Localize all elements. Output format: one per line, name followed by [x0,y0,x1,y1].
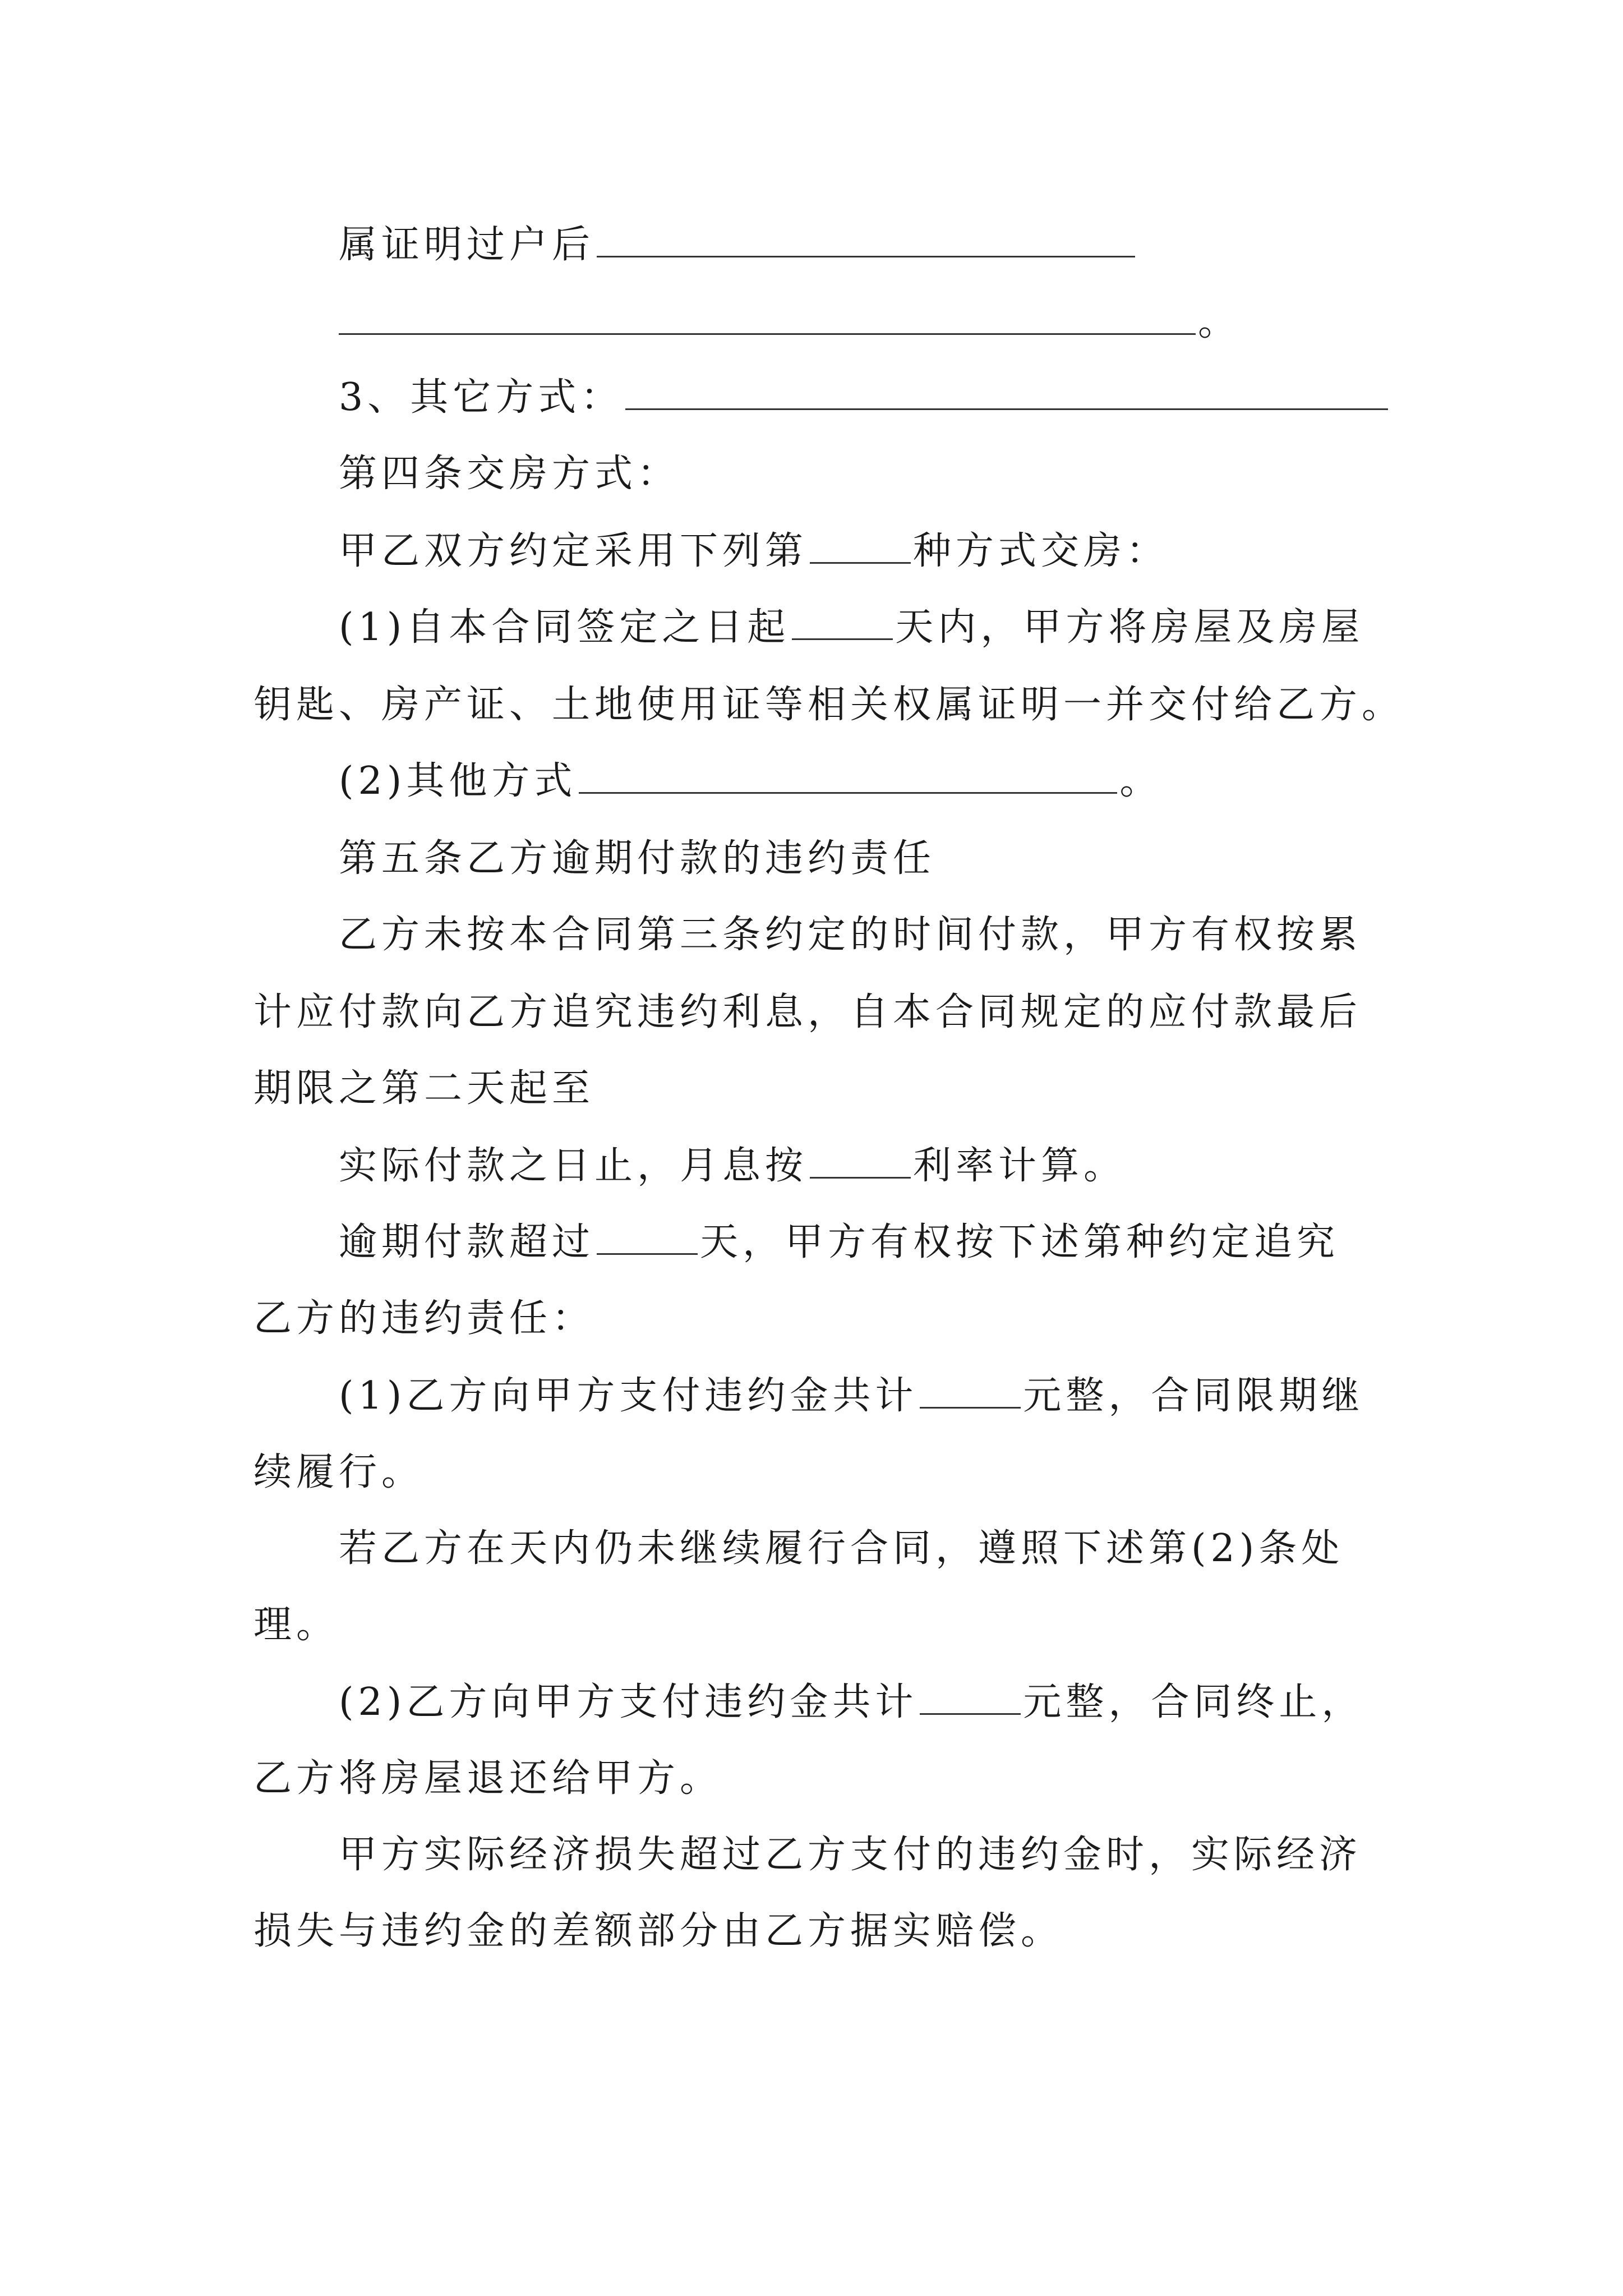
text-segment: 实际付款之日止，月息按 [339,1144,808,1188]
text-segment: 钥匙、房产证、土地使用证等相关权属证明一并交付给乙方。 [253,683,1405,727]
text-line [253,987,1362,1038]
fill-in-blank [920,1374,1021,1409]
text-segment: 种方式交房： [913,529,1169,573]
text-line [339,602,1364,653]
text-segment: 。 [1119,759,1163,803]
text-line [339,1217,1339,1268]
text-line [339,1524,1344,1574]
text-segment: 属证明过户后 [339,223,595,267]
text-segment: 乙方的违约责任： [253,1296,595,1341]
text-segment: 乙方将房屋退还给甲方。 [253,1756,723,1801]
text-segment: 逾期付款超过 [339,1220,595,1264]
text-segment: 第五条乙方逾期付款的违约责任 [339,836,936,881]
text-line [253,1064,594,1114]
section-heading [339,834,935,884]
text-line [253,1754,722,1804]
fill-in-blank [810,530,911,564]
text-segment: 利率计算。 [913,1144,1127,1188]
text-segment: 天内，甲方将房屋及房屋 [895,605,1364,650]
text-segment: (1)乙方向甲方支付违约金共计 [339,1374,918,1418]
fill-in-blank [597,1221,698,1255]
text-segment: 若乙方在天内仍未继续履行合同，遵照下述第(2)条处 [339,1526,1344,1571]
text-segment: 计应付款向乙方追究违约利息，自本合同规定的应付款最后 [253,990,1362,1034]
text-line [339,1677,1364,1728]
text-line [339,1830,1362,1880]
text-segment: (2)其他方式 [339,759,577,803]
text-segment: 续履行。 [253,1450,425,1494]
text-segment: (2)乙方向甲方支付违约金共计 [339,1680,918,1724]
text-line [339,756,1162,807]
text-line [253,1600,339,1650]
text-line [339,297,1241,348]
text-line [253,1906,1063,1957]
text-segment: 元整，合同终止， [1023,1680,1364,1724]
text-segment: 理。 [253,1603,339,1647]
text-segment: 天，甲方有权按下述第种约定追究 [700,1220,1340,1264]
text-line [339,526,1169,577]
text-segment: 甲乙双方约定采用下列第 [339,529,808,573]
text-line [253,1294,594,1344]
text-line [339,220,1137,270]
fill-in-blank [920,1681,1021,1715]
text-line [339,372,1390,423]
text-line [339,1141,1126,1191]
text-segment: 第四条交房方式： [339,452,680,496]
text-line [253,680,1404,730]
fill-in-blank [792,606,893,640]
text-segment: (1)自本合同签定之日起 [339,605,790,650]
text-line [253,1447,424,1498]
fill-in-blank [625,376,1388,410]
text-segment: 元整，合同限期继 [1023,1374,1364,1418]
text-line [339,1371,1364,1421]
text-line [339,910,1362,960]
text-segment: 3、其它方式： [339,375,624,420]
fill-in-blank [579,760,1117,794]
text-segment: 甲方实际经济损失超过乙方支付的违约金时，实际经济 [339,1833,1362,1877]
text-segment: 期限之第二天起至 [253,1066,595,1111]
section-heading [339,449,680,499]
text-segment: 乙方未按本合同第三条约定的时间付款，甲方有权按累 [339,913,1362,957]
text-segment: 。 [1198,300,1241,344]
fill-in-blank [339,301,1196,335]
text-segment: 损失与违约金的差额部分由乙方据实赔偿。 [253,1909,1064,1953]
fill-in-blank [810,1144,911,1179]
fill-in-blank [597,223,1135,257]
